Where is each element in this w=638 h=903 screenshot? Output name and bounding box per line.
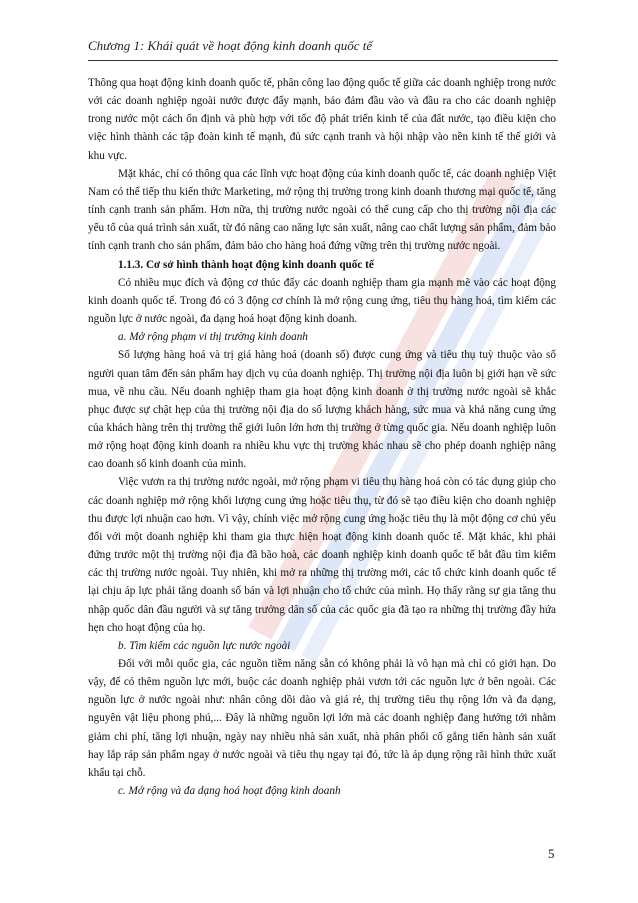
paragraph: Có nhiều mục đích và động cơ thúc đẩy các doanh nghiệp tham gia mạnh mẽ vào các hoạt động kinh doanh quốc tế. Trong đó có 3 động cơ chính là mở rộng cung ứng, tiêu thụ hàng hoá, tìm kiếm các nguồn lực ở nước ngoài, đa dạng hoá hoạt động kinh doanh. [88,276,556,326]
paragraph: Đối với mỗi quốc gia, các nguồn tiềm năng sẵn có không phải là vô hạn mà chỉ có giới hạn. Do vậy, để có thêm nguồn lực mới, buộc các doanh nghiệp phải vươn tới các nguồn lực ở bên ngoài. Các nguồn lực ở nước ngoài như: nhân công dồi dào và giá rẻ, thị trường tiêu thụ rộng lớn và đa dạng, nguyên vật liệu phong phú,... Đây là những nguồn lợi lớn mà các doanh nghiệp đang hướng tới nhằm giảm chi phí, tăng lợi nhuận, ngày nay nhiều nhà sản xuất, nhà phân phối cố gắng tiến hành sản xuất hay lắp ráp sản phẩm ngay ở nước ngoài và tiêu thụ ngay tại đó, tức là áp dụng rộng rãi hình thức xuất khẩu tại chỗ. [88,658,556,779]
chapter-header: Chương 1: Khái quát về hoạt động kinh doanh quốc tế [88,38,373,53]
paragraph: Việc vươn ra thị trường nước ngoài, mở rộng phạm vi tiêu thụ hàng hoá còn có tác dụng giúp cho các doanh nghiệp mở rộng khối lượng cung ứng hoặc tiêu thụ, từ đó sẽ tạo điều kiện cho doanh nghiệp thu được lợi nhuận cao hơn. Vì vậy, chính việc mở rộng cung ứng hoặc tiêu thụ là một động cơ chủ yếu đối với một doanh nghiệp khi tham gia thực hiện hoạt động kinh doanh quốc tế. Mặt khác, khi phải đứng trước một thị trường nội địa đã bão hoà, các doanh nghiệp kinh doanh quốc tế bắt đầu tìm kiếm các thị trường nước ngoài. Tuy nhiên, khi mở ra những thị trường mới, các tổ chức kinh doanh quốc tế lại chịu áp lực phải tăng doanh số bán và lợi nhuận cho tổ chức của mình. Họ thấy rằng sự gia tăng thu nhập quốc dân đầu người và sự tăng trưởng dân số của các quốc gia đã tạo ra những thị trường đầy hứa hẹn cho hoạt động của họ. [88,476,556,634]
page-body [88,74,556,800]
subsection-heading: a. Mở rộng phạm vi thị trường kinh doanh [118,331,308,344]
paragraph: Mặt khác, chỉ có thông qua các lĩnh vực hoạt động của kinh doanh quốc tế, các doanh nghiệp Việt Nam có thể tiếp thu kiến thức Marketing, mở rộng thị trường trong kinh doanh thương mại quốc tế, tăng tính cạnh tranh sản phẩm. Hơn nữa, thị trường nước ngoài có thể cung cấp cho thị trường nội địa các yếu tố của quá trình sản xuất, từ đó nâng cao năng lực sản xuất, nâng cao chất lượng sản phẩm, đảm bảo tính cạnh tranh cho sản phẩm, đảm bảo cho hàng hoá đứng vững trên thị trường nước ngoài. [88,167,556,253]
subsection-heading: c. Mở rộng và đa dạng hoá hoạt động kinh doanh [118,785,341,798]
header-divider [88,60,558,61]
paragraph: Thông qua hoạt động kinh doanh quốc tế, phân công lao động quốc tế giữa các doanh nghiệp trong nước với các doanh nghiệp ngoài nước được đẩy mạnh, bảo đảm đầu vào và đầu ra cho các doanh nghiệp trong nước một cách ổn định và phù hợp với tốc độ phát triển kinh tế của đất nước, tạo điều kiện cho việc hình thành các tập đoàn kinh tế mạnh, đủ sức cạnh tranh và hội nhập vào nền kinh tế thế giới và khu vực. [88,77,556,162]
page-number: 5 [548,846,555,861]
paragraph: Số lượng hàng hoá và trị giá hàng hoá (doanh số) được cung ứng và tiêu thụ tuỳ thuộc vào số người quan tâm đến sản phẩm hay dịch vụ của doanh nghiệp. Thị trường nội địa luôn bị giới hạn về sức mua, về nhu cầu. Nếu doanh nghiệp tham gia hoạt động kinh doanh ở thị trường nước ngoài sẽ khắc phục được sự chật hẹp của thị trường nội địa do số lượng khách hàng, sức mua và khả năng cung ứng của khách hàng trên thị trường thế giới luôn lớn hơn thị trường ở từng quốc gia. Nếu doanh nghiệp luôn mở rộng hoạt động kinh doanh ra nhiều khu vực thị trường khác nhau sẽ cho phép doanh nghiệp nâng cao doanh số kinh doanh của mình. [88,349,556,471]
section-heading: 1.1.3. Cơ sở hình thành hoạt động kinh doanh quốc tế [118,258,374,271]
subsection-heading: b. Tìm kiếm các nguồn lực nước ngoài [118,639,291,652]
